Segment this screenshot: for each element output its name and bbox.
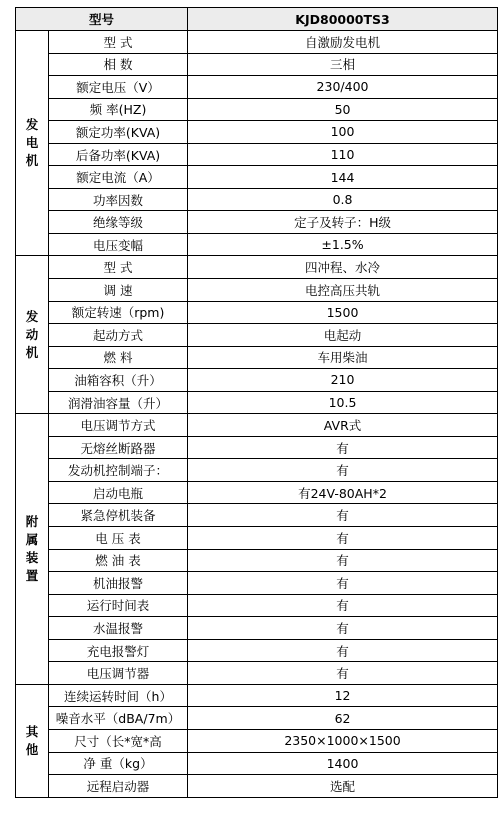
spec-label: 润滑油容量（升） [49, 391, 188, 414]
section-title-char: 置 [25, 568, 39, 584]
spec-label: 绝缘等级 [49, 211, 188, 234]
table-row [16, 301, 498, 324]
spec-label: 油箱容积（升） [49, 369, 188, 392]
spec-value: 车用柴油 [188, 346, 498, 369]
spec-label: 紧急停机装备 [49, 504, 188, 527]
spec-value: 有 [188, 594, 498, 617]
section-title-engine [16, 256, 49, 414]
table-row [16, 684, 498, 707]
spec-label: 燃 料 [49, 346, 188, 369]
table-row [16, 166, 498, 189]
spec-value: 100 [188, 121, 498, 144]
spec-value: 三相 [188, 53, 498, 76]
table-row [16, 729, 498, 752]
table-row [16, 527, 498, 550]
spec-label: 充电报警灯 [49, 639, 188, 662]
section-title-char: 电 [25, 135, 39, 151]
spec-label: 额定功率(KVA) [49, 121, 188, 144]
table-row [16, 256, 498, 279]
section-title-char: 机 [25, 153, 39, 169]
spec-label: 型 式 [49, 31, 188, 54]
spec-value: 110 [188, 143, 498, 166]
spec-label: 型 式 [49, 256, 188, 279]
spec-value: 有 [188, 549, 498, 572]
table-row [16, 98, 498, 121]
spec-label: 燃 油 表 [49, 549, 188, 572]
spec-value: 电控高压共轨 [188, 279, 498, 302]
table-row [16, 211, 498, 234]
table-row [16, 346, 498, 369]
spec-label: 远程启动器 [49, 775, 188, 798]
spec-value: ±1.5% [188, 233, 498, 256]
model-label: 型号 [16, 8, 188, 31]
spec-value: 50 [188, 98, 498, 121]
section-title-char: 发 [25, 117, 39, 133]
spec-value: 有24V-80AH*2 [188, 481, 498, 504]
table-row [16, 369, 498, 392]
table-header-row [16, 8, 498, 31]
spec-label: 水温报警 [49, 617, 188, 640]
spec-label: 无熔丝断路器 [49, 436, 188, 459]
spec-value: 电起动 [188, 324, 498, 347]
table-row [16, 53, 498, 76]
spec-value: 四冲程、水冷 [188, 256, 498, 279]
section-title-char: 机 [25, 344, 39, 360]
spec-label: 功率因数 [49, 188, 188, 211]
section-title-accessories [16, 414, 49, 685]
spec-value: AVR式 [188, 414, 498, 437]
spec-value: 有 [188, 436, 498, 459]
spec-label: 噪音水平（dBA/7m） [49, 707, 188, 730]
spec-value: 62 [188, 707, 498, 730]
spec-value: 有 [188, 527, 498, 550]
spec-value: 有 [188, 504, 498, 527]
spec-label: 调 速 [49, 279, 188, 302]
section-title-char: 他 [25, 741, 39, 757]
spec-label: 额定电压（V） [49, 76, 188, 99]
section-title-char: 装 [25, 550, 39, 566]
table-row [16, 752, 498, 775]
section-title-generator [16, 31, 49, 256]
table-row [16, 121, 498, 144]
spec-value: 0.8 [188, 188, 498, 211]
section-title-char: 附 [25, 514, 39, 530]
spec-label: 运行时间表 [49, 594, 188, 617]
spec-label: 额定转速（rpm) [49, 301, 188, 324]
table-row [16, 233, 498, 256]
spec-value: 有 [188, 617, 498, 640]
spec-value: 有 [188, 662, 498, 685]
section-title-char: 动 [25, 326, 39, 342]
table-row [16, 639, 498, 662]
section-title-char: 其 [25, 723, 39, 739]
table-row [16, 279, 498, 302]
model-value: KJD80000TS3 [188, 8, 498, 31]
spec-label: 启动电瓶 [49, 481, 188, 504]
section-title-other [16, 684, 49, 797]
section-title-char: 发 [25, 308, 39, 324]
spec-label: 电压调节器 [49, 662, 188, 685]
table-row [16, 572, 498, 595]
table-row [16, 436, 498, 459]
table-row [16, 76, 498, 99]
table-row [16, 414, 498, 437]
table-row [16, 549, 498, 572]
table-row [16, 391, 498, 414]
spec-value: 10.5 [188, 391, 498, 414]
spec-value: 自激励发电机 [188, 31, 498, 54]
table-row [16, 594, 498, 617]
spec-value: 144 [188, 166, 498, 189]
spec-value: 有 [188, 459, 498, 482]
spec-label: 相 数 [49, 53, 188, 76]
spec-value: 230/400 [188, 76, 498, 99]
spec-value: 1500 [188, 301, 498, 324]
spec-value: 选配 [188, 775, 498, 798]
table-row [16, 324, 498, 347]
spec-value: 有 [188, 572, 498, 595]
table-row [16, 188, 498, 211]
spec-table [15, 7, 498, 798]
spec-label: 电压变幅 [49, 233, 188, 256]
table-row [16, 459, 498, 482]
spec-label: 后备功率(KVA) [49, 143, 188, 166]
table-row [16, 481, 498, 504]
spec-value: 有 [188, 639, 498, 662]
spec-value: 12 [188, 684, 498, 707]
table-row [16, 707, 498, 730]
spec-label: 尺寸（长*宽*高 [49, 729, 188, 752]
spec-label: 频 率(HZ) [49, 98, 188, 121]
spec-label: 电压调节方式 [49, 414, 188, 437]
spec-label: 净 重（kg） [49, 752, 188, 775]
table-row [16, 775, 498, 798]
spec-label: 电 压 表 [49, 527, 188, 550]
table-row [16, 662, 498, 685]
table-row [16, 31, 498, 54]
spec-value: 1400 [188, 752, 498, 775]
table-row [16, 143, 498, 166]
section-title-char: 属 [25, 532, 39, 548]
spec-value: 定子及转子：H级 [188, 211, 498, 234]
table-row [16, 504, 498, 527]
spec-value: 210 [188, 369, 498, 392]
spec-label: 起动方式 [49, 324, 188, 347]
spec-label: 连续运转时间（h） [49, 684, 188, 707]
spec-label: 额定电流（A） [49, 166, 188, 189]
spec-label: 发动机控制端子： [49, 459, 188, 482]
spec-label: 机油报警 [49, 572, 188, 595]
spec-value: 2350×1000×1500 [188, 729, 498, 752]
table-row [16, 617, 498, 640]
spec-table-body [16, 8, 498, 798]
